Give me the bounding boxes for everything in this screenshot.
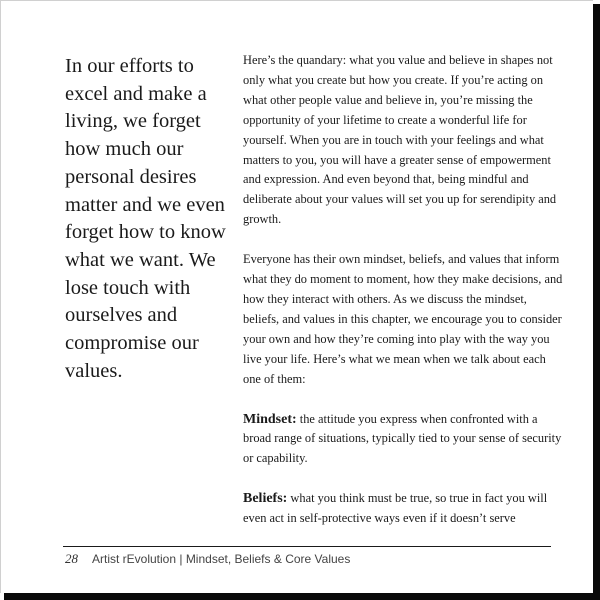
definition-beliefs [243, 489, 563, 529]
running-head: Artist rEvolution | Mindset, Beliefs & Core Values [92, 552, 351, 566]
definition-text: the attitude you express when confronted with a broad range of situations, typically tied to your sense of security or capability. [243, 411, 562, 466]
page-shadow-right [593, 4, 600, 600]
body-paragraph: Everyone has their own mindset, beliefs, and values that inform what they do moment to moment, how they make decisions, and how they interact with others. As we discuss the mindset, beliefs, and values in this chapter, we encourage you to consider your own and how they’re coming into play with the way you live your life. Here’s what we mean when we talk about each one of them: [243, 252, 563, 386]
definition-term: Beliefs: [243, 491, 288, 507]
definition-term: Mindset: [243, 411, 297, 427]
footer-divider [63, 546, 551, 547]
pull-quote: In our efforts to excel and make a living, we forget how much our personal desires matter and we even forget how to know what we want. We lose touch with ourselves and compromise our values. [65, 55, 226, 382]
definition-mindset [243, 410, 563, 470]
page-footer [65, 551, 350, 567]
definition-text: what you think must be true, so true in fact you will even act in self-protective ways even if it doesn’t serve [243, 491, 548, 526]
page-number: 28 [65, 551, 78, 566]
body-text [243, 51, 563, 549]
page-shadow-bottom [4, 593, 600, 600]
body-paragraph: Here’s the quandary: what you value and believe in shapes not only what you create but how you create. If you’re acting on what other people value and believe in, you’re missing the opportunity of your lifetime to create a wonderful life for yourself. When you are in touch with your feelings and what matters to you, you will have a greater sense of empowerment and expression. And even beyond that, being mindful and deliberate about your values will set you up for serendipity and growth. [243, 53, 557, 227]
